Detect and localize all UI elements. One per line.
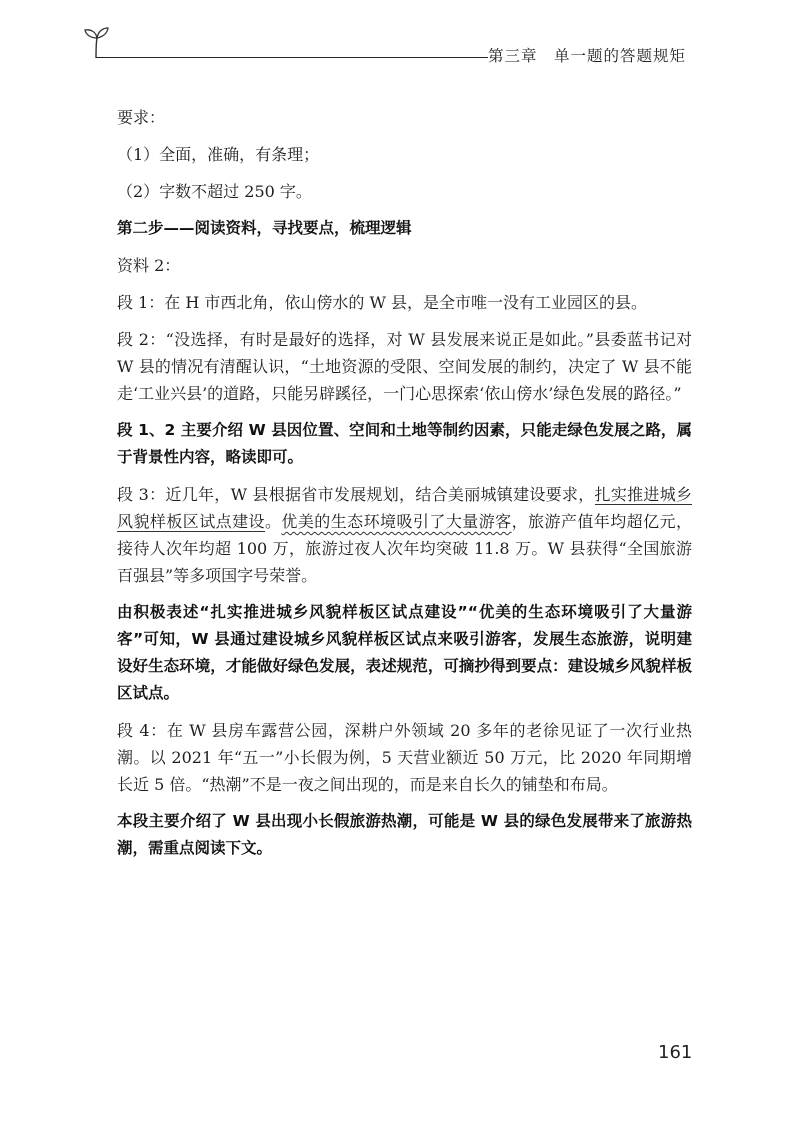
paragraph-3-prefix: 段 3：近几年，W 县根据省市发展规划，结合美丽城镇建设要求， [117,485,595,504]
underlined-phrase: 扎实推进城乡风貌样板区试点建设 [117,485,692,531]
paragraph-2: 段 2：“没选择，有时是最好的选择，对 W 县发展来说正是如此。”县委蓝书记对 W 县的情况有清醒认识，“土地资源的受限、空间发展的制约，决定了 W 县不能走‘工业兴县’的道路，只能另辟蹊径，一门心思探索‘依山傍水’绿色发展的路径。” [117,330,692,403]
paragraph-3-mid: 。 [264,512,282,531]
requirements-label: 要求： [117,108,166,127]
step-heading: 第二步——阅读资料，寻找要点，梳理逻辑 [117,219,412,237]
chapter-title: 第三章 单一题的答题规矩 [488,47,687,65]
material-label: 资料 2： [117,256,181,275]
analysis-1: 段 1、2 主要介绍 W 县因位置、空间和土地等制约因素，只能走绿色发展之路，属于背景性内容，略读即可。 [117,421,692,466]
page-header [0,0,800,80]
wavy-underlined-phrase: 优美的生态环境吸引了大量游客 [281,512,512,531]
paragraph-1: 段 1：在 H 市西北角，依山傍水的 W 县，是全市唯一没有工业园区的县。 [117,293,648,312]
requirement-item-1: （1）全面，准确，有条理； [117,145,320,164]
paragraph-3-suffix: ，旅游产值年均超亿元，接待人次年均超 100 万，旅游过夜人次年均突破 11.8 万。W 县获得“全国旅游百强县”等多项国字号荣誉。 [117,512,692,585]
header-rule [96,57,488,58]
paragraph-3 [117,481,692,589]
sprout-icon [82,25,112,59]
analysis-3: 本段主要介绍了 W 县出现小长假旅游热潮，可能是 W 县的绿色发展带来了旅游热潮，需重点阅读下文。 [117,812,692,857]
paragraph-4: 段 4：在 W 县房车露营公园，深耕户外领域 20 多年的老徐见证了一次行业热潮。以 2021 年“五一”小长假为例，5 天营业额近 50 万元，比 2020 年同期增长近 5 倍。“热潮”不是一夜之间出现的，而是来自长久的铺垫和布局。 [117,721,692,794]
analysis-2: 由积极表述“扎实推进城乡风貌样板区试点建设”“优美的生态环境吸引了大量游客”可知，W 县通过建设城乡风貌样板区试点来吸引游客，发展生态旅游，说明建设好生态环境，才能做好绿色发展，表述规范，可摘抄得到要点：建设城乡风貌样板区试点。 [117,603,692,702]
page-content [117,104,692,862]
page-number: 161 [658,1042,693,1063]
requirement-item-2: （2）字数不超过 250 字。 [117,182,312,201]
